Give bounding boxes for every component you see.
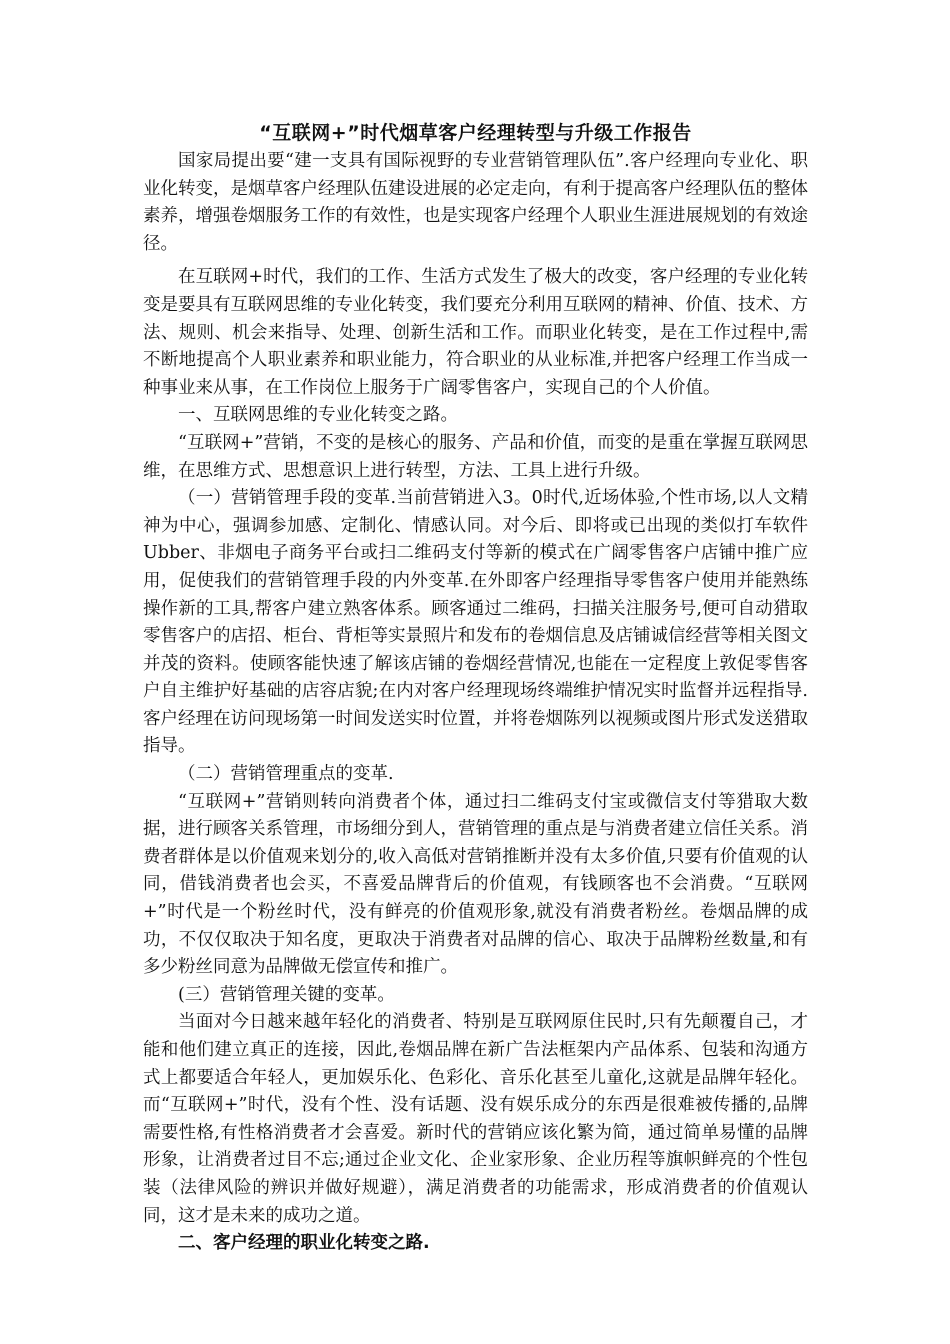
document-page xyxy=(143,118,808,1258)
paragraph-marketing-means: （一）营销管理手段的变革.当前营销进入3。0时代,近场体验,个性市场,以人文精神为中心，强调参加感、定制化、情感认同。对今后、即将或已出现的类似打车软件Ubber、非烟电子商务平台或扫二维码支付等新的模式在广阔零售客户店铺中推广应用，促使我们的营销管理手段的内外变革.在外即客户经理指导零售客户使用并能熟练操作新的工具,帮客户建立熟客体系。顾客通过二维码，扫描关注服务号,便可自动猎取零售客户的店招、柜台、背柜等实景照片和发布的卷烟信息及店铺诚信经营等相关图文并茂的资料。使顾客能快速了解该店铺的卷烟经营情况,也能在一定程度上敦促零售客户自主维护好基础的店容店貌;在内对客户经理现场终端维护情况实时监督并远程指导.客户经理在访问现场第一时间发送实时位置，并将卷烟陈列以视频或图片形式发送猎取指导。 xyxy=(143,488,808,757)
paragraph-marketing-focus: “互联网+”营销则转向消费者个体，通过扫二维码支付宝或微信支付等猎取大数据，进行顾客关系管理，市场细分到人，营销管理的重点是与消费者建立信任关系。消费者群体是以价值观来划分的,收入高低对营销推断并没有太多价值,只要有价值观的认同，借钱消费者也会买，不喜爱品牌背后的价值观，有钱顾客也不会消费。“互联网+”时代是一个粉丝时代，没有鲜亮的价值观形象,就没有消费者粉丝。卷烟品牌的成功，不仅仅取决于知名度，更取决于消费者对品牌的信心、取决于品牌粉丝数量,和有多少粉丝同意为品牌做无偿宣传和推广。 xyxy=(143,791,808,978)
paragraph-internet-marketing: “互联网+”营销，不变的是核心的服务、产品和价值，而变的是重在掌握互联网思维，在思维方式、思想意识上进行转型，方法、工具上进行升级。 xyxy=(143,432,808,481)
paragraph-internet-era: 在互联网+时代，我们的工作、生活方式发生了极大的改变，客户经理的专业化转变是要具有互联网思维的专业化转变，我们要充分利用互联网的精神、价值、技术、方法、规则、机会来指导、处理、创新生活和工作。而职业化转变，是在工作过程中,需不断地提高个人职业素养和职业能力，符合职业的从业标准,并把客户经理工作当成一种事业来从事，在工作岗位上服务于广阔零售客户，实现自己的个人价值。 xyxy=(143,267,808,398)
subsection-heading-3: (三）营销管理关键的变革。 xyxy=(178,984,395,1005)
paragraph-marketing-key: 当面对今日越来越年轻化的消费者、特别是互联网原住民时,只有先颠覆自己，才能和他们建立真正的连接，因此,卷烟品牌在新广告法框架内产品体系、包装和沟通方式上都要适合年轻人，更加娱乐化、色彩化、音乐化甚至儿童化,这就是品牌年轻化。而“互联网+”时代，没有个性、没有话题、没有娱乐成分的东西是很难被传播的,品牌需要性格,有性格消费者才会喜爱。新时代的营销应该化繁为简，通过简单易懂的品牌形象，让消费者过目不忘;通过企业文化、企业家形象、企业历程等旗帜鲜亮的个性包装（法律风险的辨识并做好规避），满足消费者的功能需求，形成消费者的价值观认同，这才是未来的成功之道。 xyxy=(143,1012,808,1226)
subsection-heading-2: （二）营销管理重点的变革. xyxy=(178,764,394,785)
section-heading-2: 二、客户经理的职业化转变之路. xyxy=(178,1233,430,1254)
document-title: “互联网+”时代烟草客户经理转型与升级工作报告 xyxy=(259,122,692,144)
paragraph-intro: 国家局提出要“建一支具有国际视野的专业营销管理队伍”.客户经理向专业化、职业化转变，是烟草客户经理队伍建设进展的必定走向，有利于提高客户经理队伍的整体素养，增强卷烟服务工作的有效性，也是实现客户经理个人职业生涯进展规划的有效途径。 xyxy=(143,151,808,254)
section-heading-1: 一、互联网思维的专业化转变之路。 xyxy=(178,405,458,426)
